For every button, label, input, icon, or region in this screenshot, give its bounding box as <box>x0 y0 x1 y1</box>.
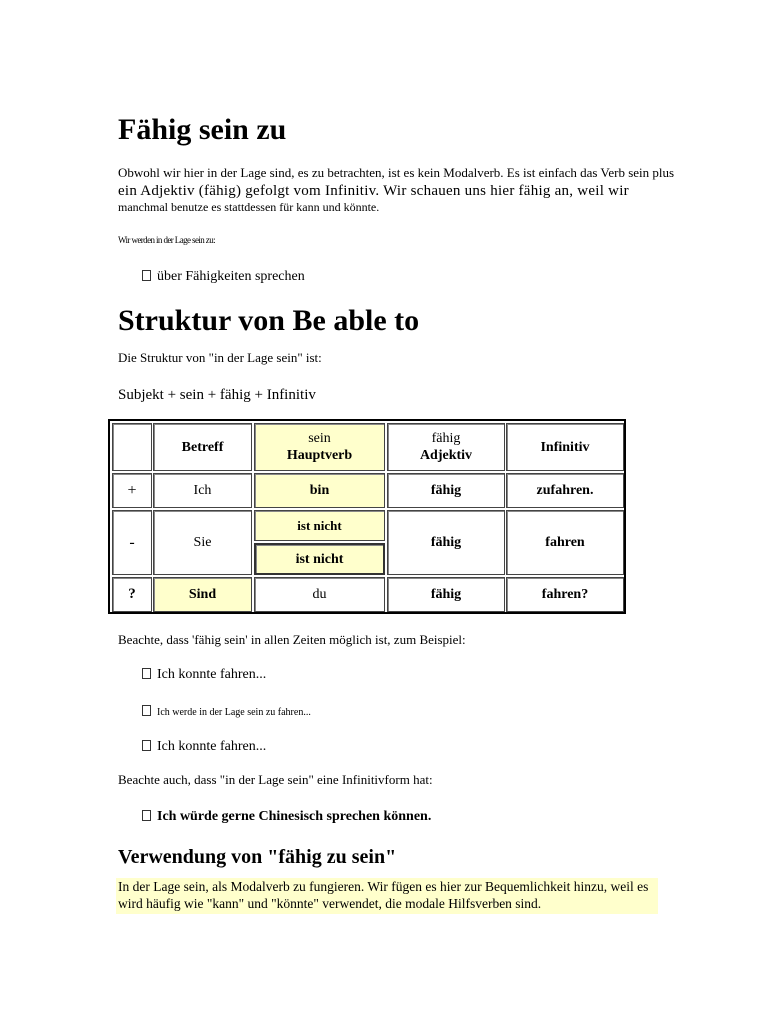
row-minus-adj: fähig <box>387 510 505 575</box>
bullet-item-1 <box>142 268 305 286</box>
note-2: Beachte auch, dass "in der Lage sein" eine Infinitivform hat: <box>118 772 433 787</box>
structure-intro: Die Struktur von "in der Lage sein" ist: <box>118 350 322 365</box>
section-title-struktur: Struktur von Be able to <box>118 304 420 337</box>
intro-line-1: Obwohl wir hier in der Lage sind, es zu betrachten, ist es kein Modalverb. Es ist einfach das Verb sein plus <box>118 165 675 180</box>
bullet-text: über Fähigkeiten sprechen <box>157 269 305 284</box>
row-minus-verb-1: ist nicht <box>254 510 385 541</box>
header-empty-cell <box>112 423 152 471</box>
example-item-3 <box>142 738 266 756</box>
intro-line-2: ein Adjektiv (fähig) gefolgt vom Infinitiv. Wir schauen uns hier fähig an, weil wir <box>118 183 629 199</box>
bullet-box-icon <box>142 810 151 821</box>
row-plus-verb: bin <box>254 473 385 508</box>
header-verb-bottom: Hauptverb <box>286 448 353 463</box>
row-minus-infinitive: fahren <box>506 510 624 575</box>
row-minus-subject: Sie <box>153 510 252 575</box>
row-plus-subject: Ich <box>153 473 252 508</box>
bullet-box-icon <box>142 668 151 679</box>
row-question-verb: Sind <box>153 577 252 612</box>
row-question-infinitive: fahren? <box>506 577 624 612</box>
example-item-1 <box>142 666 266 684</box>
header-subject: Betreff <box>153 423 252 471</box>
example-item-4 <box>142 808 431 826</box>
row-minus-sign: - <box>112 510 152 575</box>
row-minus-verb-2: ist nicht <box>254 543 385 575</box>
usage-line-1: In der Lage sein, als Modalverb zu fungieren. Wir fügen es hier zur Bequemlichkeit hinzu, weil es <box>118 879 649 894</box>
formula: Subjekt + sein + fähig + Infinitiv <box>118 387 316 403</box>
header-verb <box>254 423 385 471</box>
header-infinitive: Infinitiv <box>506 423 624 471</box>
bullet-box-icon <box>142 270 151 281</box>
header-adj-bottom: Adjektiv <box>419 448 473 463</box>
example-1-text: Ich konnte fahren... <box>157 667 267 682</box>
intro-line-3: manchmal benutze es stattdessen für kann und könnte. <box>118 200 380 214</box>
page-title: Fähig sein zu <box>118 113 287 146</box>
row-question-subject: du <box>254 577 385 612</box>
row-plus-sign: + <box>112 473 152 508</box>
tiny-line: Wir werden in der Lage sein zu: <box>118 235 215 245</box>
row-question-adj: fähig <box>387 577 505 612</box>
usage-line-2: wird häufig wie "kann" und "könnte" verwendet, die modale Hilfsverben sind. <box>118 896 542 911</box>
row-plus-infinitive: zufahren. <box>506 473 624 508</box>
row-question-sign: ? <box>112 577 152 612</box>
bullet-box-icon <box>142 740 151 751</box>
row-plus-adj: fähig <box>387 473 505 508</box>
example-item-2 <box>142 705 311 720</box>
example-3-text: Ich konnte fahren... <box>157 739 267 754</box>
example-2-text: Ich werde in der Lage sein zu fahren... <box>157 707 311 718</box>
section-title-verwendung: Verwendung von "fähig zu sein" <box>118 846 397 868</box>
bullet-box-icon <box>142 705 151 716</box>
header-adj-top: fähig <box>431 431 461 446</box>
note-1: Beachte, dass 'fähig sein' in allen Zeiten möglich ist, zum Beispiel: <box>118 632 466 647</box>
example-4-text: Ich würde gerne Chinesisch sprechen können. <box>157 809 432 824</box>
header-verb-top: sein <box>308 431 331 446</box>
usage-highlight-block <box>116 878 658 914</box>
header-adj <box>387 423 505 471</box>
grammar-table <box>108 419 626 614</box>
